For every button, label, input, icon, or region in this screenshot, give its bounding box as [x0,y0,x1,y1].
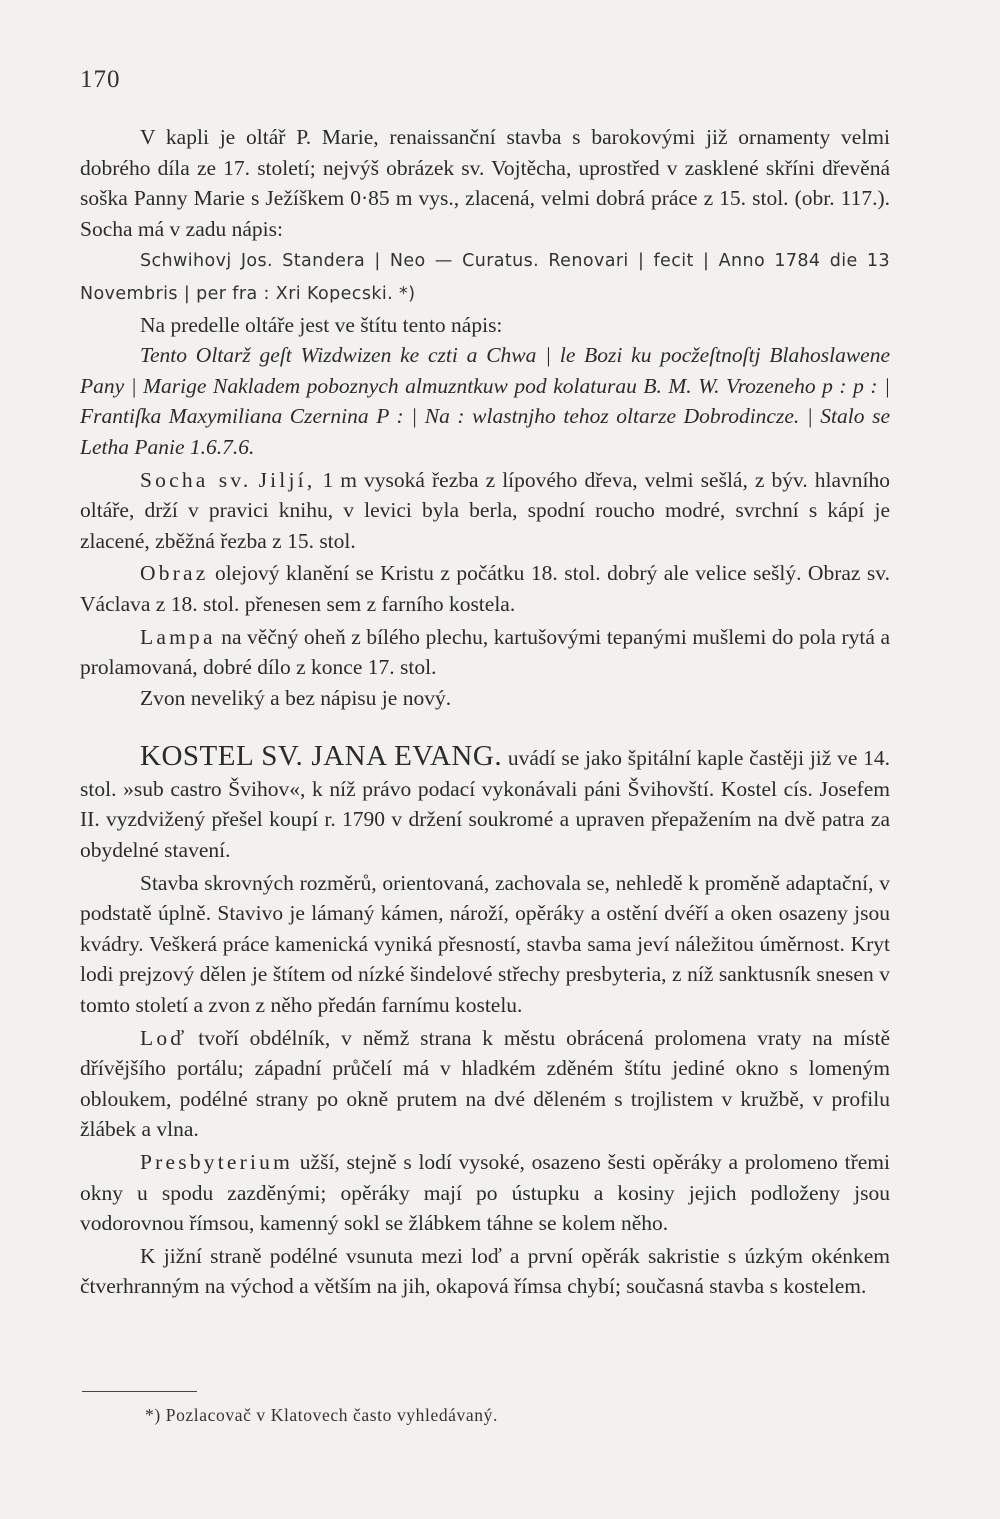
paragraph-church-intro [80,741,890,865]
spaced-lead: Loď [140,1025,188,1050]
paragraph-lamp [80,622,890,683]
page-number: 170 [80,66,121,93]
inscription-text: Schwihovj Jos. Standera | Neo — Curatus. Renovari | fecit | Anno 1784 die 13 Novembris | per fra : Xri Kopecski. *) [80,251,890,304]
paragraph-chapel-altar [80,122,890,244]
paragraph-text: olejový klanění se Kristu z počátku 18. stol. dobrý ale velice sešlý. Obraz sv. Václava z 18. stol. přenesen sem z farního kostela. [80,561,891,616]
paragraph-text: K jižní straně podélné vsunuta mezi loď a první opěrák sakristie s úzkým okénkem čtverhranným na východ a větším na jih, okapová římsa chybí; současná stavba s kostelem. [80,1243,890,1299]
paragraph-text: Na predelle oltáře jest ve štítu tento nápis: [140,312,503,337]
inscription-text: Tento Oltarž geſt Wizdwizen ke czti a Chwa | le Bozi ku pocžeſtnoſtj Blahoslawene Pany | Marige Nakladem poboznych almuzntkuw pod kolaturau B. M. W. Vrozeneho p : p : | Frantiſka Maxymiliana Czernina P : | Na : wlastnjho tehoz oltarze Dobrodincze. | Stalo se Letha Panie 1.6.7.6. [80,343,890,459]
paragraph-text: V kapli je oltář P. Marie, renaissanční stavba s barokovými již ornamenty velmi dobrého díla ze 17. století; nejvýš obrázek sv. Vojtěcha, uprostřed v zasklené skříni dřevěná soška Panny Marie s Ježíškem 0·85 m vys., zlacená, velmi dobrá práce z 15. stol. (obr. 117.). Socha má v zadu nápis: [80,125,890,241]
spaced-lead: Socha sv. [140,467,252,492]
paragraph-statue-jilji [80,465,890,557]
page-body [80,122,890,1302]
paragraph-text: Zvon neveliký a bez nápisu je nový. [140,685,452,710]
paragraph-text: na věčný oheň z bílého plechu, kartušovými tepanými mušlemi do pola rytá a prolamovaná, dobré dílo z konce 17. stol. [80,624,891,680]
section-heading: KOSTEL SV. JANA EVANG. [140,740,503,773]
paragraph-text: užší, stejně s lodí vysoké, osazeno šesti opěráky a prolomeno třemi okny u spodu zazděnými; opěráky mají po ústupku a kosiny jejich podloženy jsou vodorovnou římsou, kamenný sokl se žlábkem táhne se kolem něho. [80,1150,890,1236]
paragraph-predella [80,310,890,341]
paragraph-predella-inscription [80,340,890,462]
spaced-lead: Obraz [140,561,209,586]
paragraph-text: tvoří obdélník, v němž strana k městu obrácená prolomena vraty na místě dřívějšího portálu; západní průčelí má v hladkém zděném štítu jediné okno s lomeným obloukem, podélné strany po okně prutem na dvé děleném s trojlistem v kružbě, v profilu žlábek a vlna. [80,1025,891,1142]
paragraph-text: Stavba skrovných rozměrů, orientovaná, zachovala se, nehledě k proměně adaptační, v podstatě úplně. Stavivo je lámaný kámen, nároží, opěráky a ostění dvéří a oken osazeny jsou kvádry. Veškerá práce kamenická vyniká přesností, stavba sama jeví náležitou úměrnost. Kryt lodi prejzový dělen je štítem od nízké šindelové střechy presbyteria, z níž sanktusník snesen v tomto století a zvon z něho předán farnímu kostelu. [80,870,890,1018]
footnote-rule [82,1391,197,1392]
paragraph-building [80,868,890,1021]
paragraph-bell [80,683,890,714]
paragraph-statue-inscription [80,244,890,309]
spaced-lead: Presbyterium [140,1150,294,1174]
paragraph-text: uvádí se jako špitální kaple častěji již ve 14. stol. »sub castro Švihov«, k níž právo podací vykonávali páni Švihovští. Kostel cís. Josefem II. vyzdvižený přešel koupí r. 1790 v držení soukromé a upraven přepažením na dvě patra za obydelné stavení. [80,746,890,863]
paragraph-text: 1 m vysoká řezba z lípového dřeva, velmi sešlá, z býv. hlavního oltáře, drží v pravici knihu, v levici byla berla, spodní roucho modré, svrchní s kápí je zlacené, zběžná řezba z 15. stol. [80,467,891,553]
paragraph-painting [80,558,890,619]
spaced-lead: Lampa [140,624,216,649]
spaced-name: Jiljí, [258,467,316,492]
paragraph-presbytery [80,1147,890,1239]
paragraph-nave [80,1023,890,1145]
paragraph-sacristy [80,1241,890,1302]
footnote: *) Pozlacovač v Klatovech často vyhledávaný. [145,1405,498,1425]
